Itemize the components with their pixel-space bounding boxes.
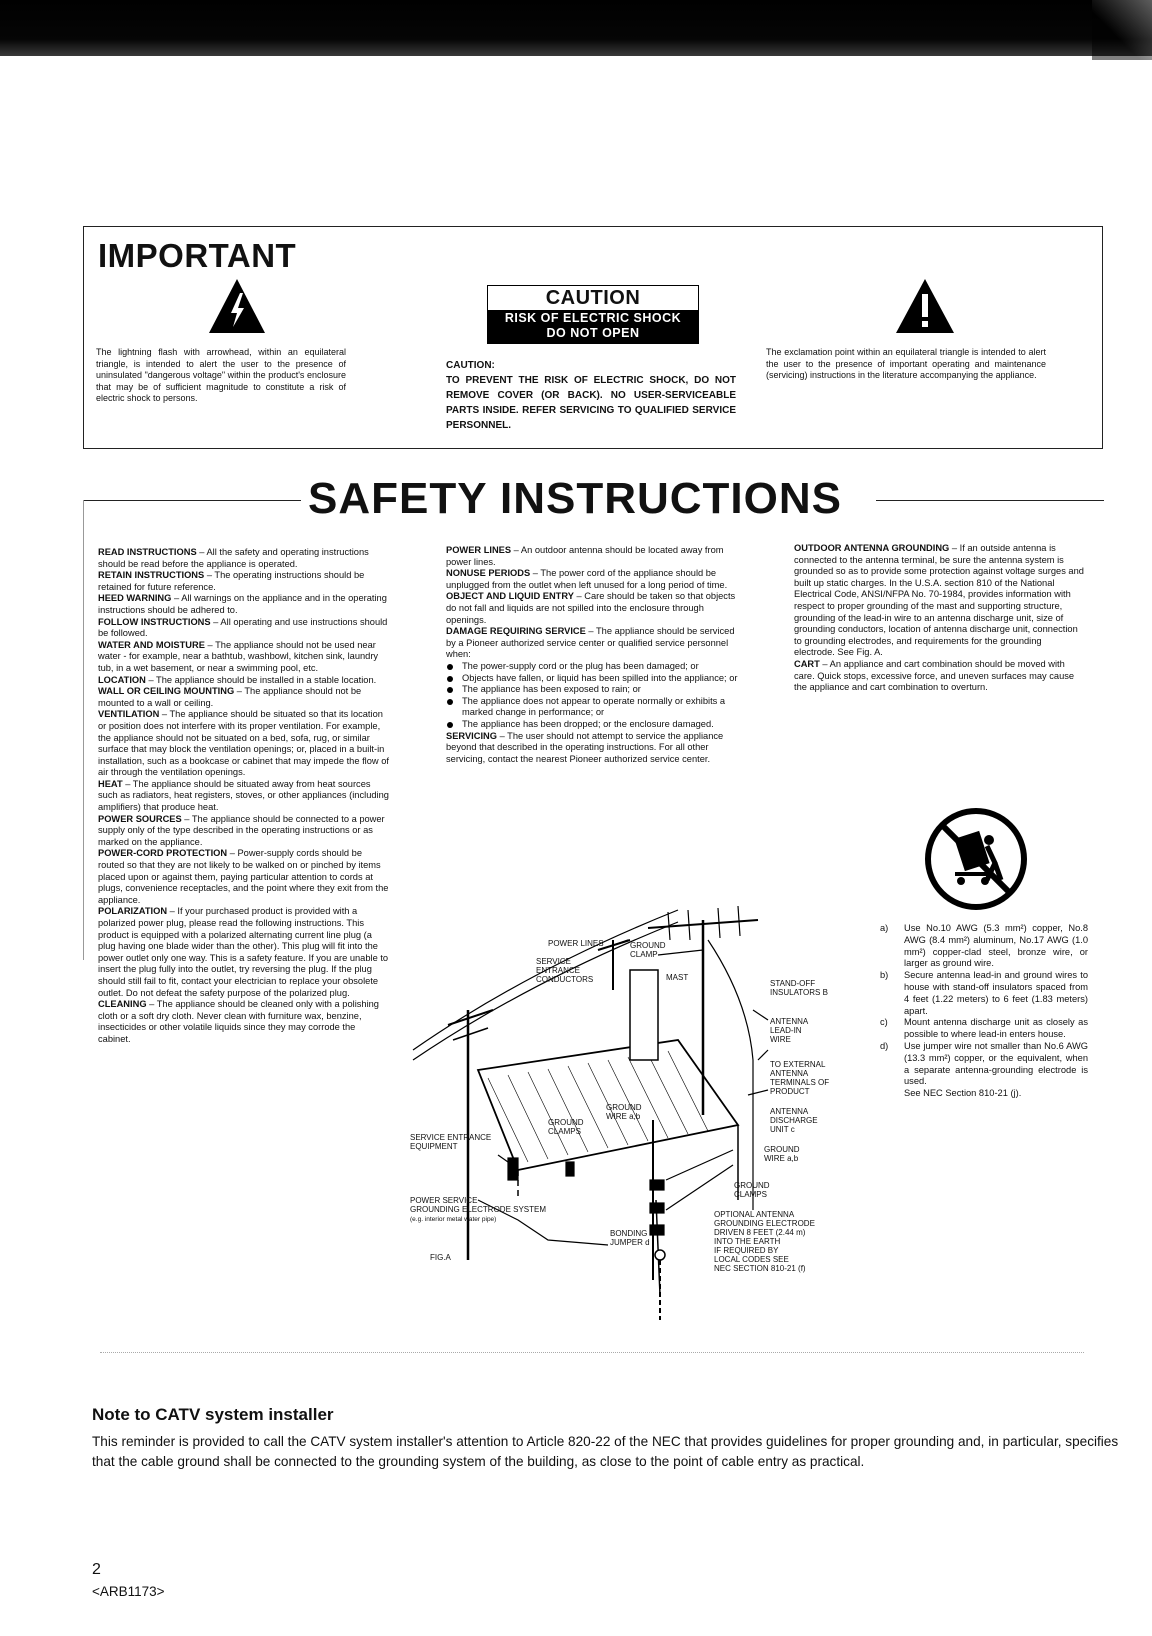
entry-heading: FOLLOW INSTRUCTIONS — [98, 616, 211, 627]
note-label: b) — [880, 970, 889, 981]
label-optional-electrode-3: DRIVEN 8 FEET (2.44 m) — [714, 1228, 806, 1237]
important-heading: IMPORTANT — [98, 237, 297, 274]
safety-column-2 — [446, 545, 738, 765]
note-label: a) — [880, 923, 889, 933]
entry-body: The appliance should not be used near water - for example, near a bathtub, washbowl, kitchen sink, laundry tub, in a wet basement, or near a swimming pool, etc. — [98, 639, 379, 673]
caution-sublabel-line1: RISK OF ELECTRIC SHOCK — [504, 311, 682, 325]
entry-body: The appliance should be installed in a stable location. — [156, 674, 377, 685]
figure-label: FIG.A — [430, 1253, 451, 1262]
entry-body: Power-supply cords should be routed so that they are not likely to be walked on or pinched by items placed upon or against them, paying particular attention to cords at plugs, convenience receptacles, and the point where they exit from the appliance. — [98, 848, 389, 905]
safety-entry: WALL OR CEILING MOUNTING – The appliance should not be mounted to a wall or ceiling. — [98, 686, 362, 708]
damage-conditions-list — [446, 661, 738, 731]
entry-body: The appliance should be situated so that its location or position does not interfere with its proper ventilation. For example, the appliance should not be situated on a bed, sofa, rug, or similar surface that may block the ventilation openings; or, placed in a built-in installation, such as a bookcase or cabinet that may impede the flow of air through the ventilation openings. — [98, 709, 389, 778]
entry-heading: READ INSTRUCTIONS — [98, 547, 197, 557]
safety-entry: POWER-CORD PROTECTION – Power-supply cords should be routed so that they are not likely to be walked on or pinched by items placed upon or against them, paying particular attention to cords at plugs, convenience receptacles, and the point where they exit from the appliance. — [98, 848, 389, 905]
label-leadin: ANTENNA — [770, 1017, 809, 1026]
frame-left-rule — [83, 500, 84, 960]
label-leadin-2: LEAD-IN — [770, 1026, 802, 1035]
entry-body: Care should be taken so that objects do not fall and liquids are not spilled into the enclosure through openings. — [446, 591, 736, 625]
label-ground-clamps-lower-2: CLAMPS — [734, 1190, 767, 1199]
page-number: 2 — [92, 1561, 101, 1578]
note-text: Secure antenna lead-in and ground wires to house with stand-off insulators spaced from 4 feet (1.22 meters) to 6 feet (1.83 meters) apart. — [904, 970, 1088, 1016]
entry-heading: CLEANING — [98, 999, 147, 1010]
label-optional-electrode: OPTIONAL ANTENNA — [714, 1210, 795, 1219]
safety-entry: READ INSTRUCTIONS – All the safety and operating instructions should be read before the appliance is operated. — [98, 547, 369, 569]
scan-top-edge — [0, 0, 1152, 56]
label-leadin-3: WIRE — [770, 1035, 791, 1044]
label-power-service-2: GROUNDING ELECTRODE SYSTEM — [410, 1205, 547, 1214]
label-bonding-jumper-2: JUMPER d — [610, 1238, 650, 1247]
entry-body: The appliance should be situated away from heat sources such as radiators, heat registers, stoves, or other appliances (including amplifiers) that produce heat. — [98, 778, 389, 813]
safety-entry: FOLLOW INSTRUCTIONS – All operating and use instructions should be followed. — [98, 616, 388, 639]
catv-note-text: This reminder is provided to call the CATV system installer's attention to Article 820-22 of the NEC that provides guidelines for proper grounding and, in particular, specifies that the cable ground shall be connected to the grounding system of the building, as close to the point of cable entry as practical. — [92, 1434, 1119, 1469]
caution-text: TO PREVENT THE RISK OF ELECTRIC SHOCK, DO NOT REMOVE COVER (OR BACK). NO USER-SERVICEABLE PARTS INSIDE. REFER SERVICING TO QUALIFIED SERVICE PERSONNEL. — [446, 375, 736, 431]
entry-heading: HEAT — [98, 778, 123, 789]
note-item — [880, 923, 1088, 970]
entry-body: The power cord of the appliance should be unplugged from the outlet when left unused for a long period of time. — [446, 568, 728, 590]
entry-heading: POWER-CORD PROTECTION — [98, 848, 228, 859]
label-external: TO EXTERNAL — [770, 1060, 826, 1069]
entry-heading: OBJECT AND LIQUID ENTRY — [446, 591, 574, 602]
lightning-warning-icon — [207, 277, 267, 335]
safety-column-1 — [98, 547, 390, 1046]
label-external-3: TERMINALS OF — [770, 1078, 830, 1087]
safety-entry: HEAT – The appliance should be situated away from heat sources such as radiators, heat registers, stoves, or other appliances (including amplifiers) that produce heat. — [98, 778, 389, 813]
label-ground-clamps-lower: GROUND — [734, 1181, 770, 1190]
safety-entry: HEED WARNING – All warnings on the appliance and in the operating instructions should be adhered to. — [98, 593, 387, 615]
entry-body: If your purchased product is provided with a polarized power plug, please read the following instructions. This product is equipped with a polarized alternating current line plug (a plug having one blade wider than the other). This plug will fit into the power outlet only one way. This is a safety feature. If you are unable to insert the plug fully into the outlet, try reversing the plug. If the plug should still fail to fit, contact your electrician to replace your obsolete outlet. Do not defeat the safety purpose of the polarized plug. — [98, 906, 389, 998]
label-service: SERVICE — [536, 957, 571, 966]
entry-body: All operating and use instructions should be followed. — [98, 616, 388, 639]
label-ground-clamps: GROUND — [548, 1118, 584, 1127]
safety-entry: OBJECT AND LIQUID ENTRY – Care should be taken so that objects do not fall and liquids are not spilled into the enclosure through openings. — [446, 591, 736, 625]
antenna-grounding-diagram — [408, 900, 868, 1330]
list-item: The appliance has been dropped; or the enclosure damaged. — [446, 719, 738, 731]
grounding-notes — [880, 923, 1088, 1100]
label-ground-wire: GROUND — [606, 1103, 642, 1112]
label-discharge-2: DISCHARGE — [770, 1116, 818, 1125]
safety-entry: RETAIN INSTRUCTIONS – The operating instructions should be retained for future reference. — [98, 570, 365, 592]
label-service-entrance-equipment: SERVICE ENTRANCE — [410, 1133, 492, 1142]
entry-body: All warnings on the appliance and in the operating instructions should be adhered to. — [98, 593, 387, 615]
entry-heading: OUTDOOR ANTENNA GROUNDING — [794, 543, 950, 553]
label-optional-electrode-4: INTO THE EARTH — [714, 1237, 781, 1246]
entry-heading: CART — [794, 658, 820, 669]
entry-body: An outdoor antenna should be located away from power lines. — [446, 545, 724, 567]
caution-sublabel-line2: DO NOT OPEN — [546, 326, 640, 340]
entry-body: An appliance and cart combination should be moved with care. Quick stops, excessive force, and uneven surfaces may cause the appliance and cart combination to overturn. — [794, 658, 1075, 693]
note-item — [880, 1017, 1088, 1041]
label-optional-electrode-7: NEC SECTION 810-21 (f) — [714, 1264, 806, 1273]
note-text: See NEC Section 810-21 (j). — [904, 1088, 1022, 1099]
entry-heading: NONUSE PERIODS — [446, 568, 531, 579]
note-text: Mount antenna discharge unit as closely as possible to where lead-in enters house. — [904, 1017, 1088, 1040]
label-external-4: PRODUCT — [770, 1087, 810, 1096]
caution-sublabel — [488, 310, 698, 343]
label-power-lines: POWER LINES — [548, 939, 604, 948]
label-power-service-3: (e.g. interior metal water pipe) — [410, 1216, 497, 1223]
safety-entry: CART – An appliance and cart combination should be moved with care. Quick stops, excessive force, and uneven surfaces may cause the appliance and cart combination to overturn. — [794, 658, 1075, 693]
entry-heading: VENTILATION — [98, 709, 160, 720]
label-discharge-3: UNIT c — [770, 1125, 795, 1134]
entry-heading: POWER LINES — [446, 545, 512, 555]
safety-instructions-title: SAFETY INSTRUCTIONS — [308, 474, 843, 523]
note-text: Use No.10 AWG (5.3 mm²) copper, No.8 AWG (8.4 mm²) aluminum, No.17 AWG (1.0 mm²) copper-clad steel, bronze wire, or larger as ground wire. — [904, 923, 1088, 969]
entry-body: The appliance should be connected to a power supply only of the type described in the operating instructions or as marked on the appliance. — [98, 813, 385, 847]
heading-rule-left — [83, 500, 301, 501]
exclamation-description: The exclamation point within an equilateral triangle is intended to alert the user to the presence of important operating and maintenance (servicing) instructions in the literature accompanying the appliance. — [766, 347, 1046, 380]
safety-entry: SERVICING – The user should not attempt to service the appliance beyond that described in the operating instructions. For all other servicing, contact the nearest Pioneer authorized service center. — [446, 730, 724, 764]
label-service-entrance-equipment-2: EQUIPMENT — [410, 1142, 458, 1151]
entry-body: The operating instructions should be retained for future reference. — [98, 570, 365, 592]
label-optional-electrode-5: IF REQUIRED BY — [714, 1246, 779, 1255]
note-item — [880, 1088, 1088, 1100]
label-ground-clamp-2: CLAMP — [630, 950, 658, 959]
label-ground-clamps-2: CLAMPS — [548, 1127, 581, 1136]
entry-body: The appliance should not be mounted to a wall or ceiling. — [98, 686, 362, 708]
important-box — [83, 226, 1103, 449]
entry-body: All the safety and operating instructions should be read before the appliance is operated. — [98, 547, 369, 569]
label-discharge: ANTENNA — [770, 1107, 809, 1116]
entry-heading: LOCATION — [98, 674, 146, 685]
entry-body: The appliance should be cleaned only with a polishing cloth or a soft dry cloth. Never clean with furniture wax, benzine, insecticides or other volatile liquids since they may corrode the cabinet. — [98, 999, 379, 1044]
note-label: d) — [880, 1040, 889, 1051]
note-item — [880, 1041, 1088, 1088]
entry-body: The appliance should be serviced by a Pioneer authorized service center or qualified service personnel when: — [446, 626, 735, 660]
list-item: The appliance has been exposed to rain; or — [446, 684, 738, 696]
document-code: <ARB1173> — [92, 1584, 165, 1599]
label-standoff-2: INSULATORS B — [770, 988, 828, 997]
entry-body: If an outside antenna is connected to the antenna terminal, be sure the antenna system is grounded so as to provide some protection against voltage surges and built up static charges. In the U.S.A. section 810 of the National Electrical Code, ANSI/NFPA No. 70-1984, provides information with respect to proper grounding of the mast and supporting structure, grounding of the lead-in wire to an antenna discharge unit, size of grounding conductors, location of antenna discharge unit, connection to grounding electrodes, and requirements for the grounding electrode. See Fig. A. — [794, 543, 1084, 658]
safety-entry: OUTDOOR ANTENNA GROUNDING – If an outside antenna is connected to the antenna terminal, be sure the antenna system is grounded so as to provide some protection against voltage surges and built up static charges. In the U.S.A. section 810 of the National Electrical Code, ANSI/NFPA No. 70-1984, provides information with respect to proper grounding of the mast and supporting structure, grounding of the lead-in wire to an antenna discharge unit, size of grounding conductors, location of antenna discharge unit, connection to grounding electrodes, and requirements for the grounding electrode. See Fig. A. — [794, 543, 1084, 658]
label-optional-electrode-6: LOCAL CODES SEE — [714, 1255, 789, 1264]
safety-entry: POWER LINES – An outdoor antenna should be located away from power lines. — [446, 545, 724, 567]
entry-heading: POWER SOURCES — [98, 813, 182, 824]
safety-entry: VENTILATION – The appliance should be situated so that its location or position does not interfere with its proper ventilation. For example, the appliance should not be situated on a bed, sofa, rug, or similar surface that may block the ventilation openings; or, placed in a built-in installation, such as a bookcase or cabinet that may impede the flow of air through the ventilation openings. — [98, 709, 389, 778]
label-ground-wire-2: WIRE a,b — [606, 1112, 641, 1121]
caution-label: CAUTION — [545, 287, 641, 309]
label-service-2: ENTRANCE — [536, 966, 581, 975]
label-bonding-jumper: BONDING — [610, 1229, 648, 1238]
entry-heading: RETAIN INSTRUCTIONS — [98, 570, 205, 581]
list-item: The power-supply cord or the plug has been damaged; or — [446, 661, 738, 673]
cart-tipover-warning-icon — [925, 808, 1027, 910]
label-service-3: CONDUCTORS — [536, 975, 594, 984]
label-power-service: POWER SERVICE — [410, 1196, 478, 1205]
section-divider — [100, 1352, 1084, 1353]
caution-label-box — [487, 285, 699, 344]
safety-entry: NONUSE PERIODS – The power cord of the appliance should be unplugged from the outlet when left unused for a long period of time. — [446, 568, 728, 590]
label-optional-electrode-2: GROUNDING ELECTRODE — [714, 1219, 815, 1228]
safety-entry: POWER SOURCES – The appliance should be connected to a power supply only of the type described in the operating instructions or as marked on the appliance. — [98, 813, 385, 847]
entry-heading: HEED WARNING — [98, 593, 172, 604]
entry-heading: POLARIZATION — [98, 906, 168, 917]
entry-heading: WATER AND MOISTURE — [98, 639, 205, 650]
safety-entry: LOCATION – The appliance should be installed in a stable location. — [98, 674, 377, 685]
safety-entry: CLEANING – The appliance should be cleaned only with a polishing cloth or a soft dry cloth. Never clean with furniture wax, benzine, insecticides or other volatile liquids since they may corrode the cabinet. — [98, 999, 379, 1044]
label-external-2: ANTENNA — [770, 1069, 809, 1078]
catv-note-heading: Note to CATV system installer — [92, 1405, 334, 1424]
heading-rule-right — [876, 500, 1104, 501]
list-item: Objects have fallen, or liquid has been spilled into the appliance; or — [446, 673, 738, 685]
label-ground-wire-lower: GROUND — [764, 1145, 800, 1154]
label-mast: MAST — [666, 973, 689, 982]
exclamation-warning-icon — [894, 277, 956, 335]
list-item: The appliance does not appear to operate normally or exhibits a marked change in performance; or — [446, 696, 738, 719]
safety-entry: POLARIZATION – If your purchased product is provided with a polarized power plug, please read the following instructions. This product is equipped with a polarized alternating current line plug (a plug having one blade wider than the other). This plug will fit into the power outlet only one way. This is a safety feature. If you are unable to insert the plug fully into the outlet, try reversing the plug. If the plug should still fail to fit, contact your electrician to replace your obsolete outlet. Do not defeat the safety purpose of the polarized plug. — [98, 906, 389, 998]
note-text: Use jumper wire not smaller than No.6 AWG (13.3 mm²) copper, or the equivalent, when a separate antenna-grounding electrode is used. — [904, 1040, 1088, 1087]
entry-heading: WALL OR CEILING MOUNTING — [98, 686, 235, 697]
entry-heading: SERVICING — [446, 730, 497, 741]
label-ground-wire-lower-2: WIRE a,b — [764, 1154, 799, 1163]
label-standoff: STAND-OFF — [770, 979, 816, 988]
lightning-description: The lightning flash with arrowhead, within an equilateral triangle, is intended to alert the user to the presence of uninsulated "dangerous voltage" within the product's enclosure that may be of sufficient magnitude to constitute a risk of electric shock to persons. — [96, 347, 346, 403]
note-label: c) — [880, 1017, 888, 1028]
entry-heading: DAMAGE REQUIRING SERVICE — [446, 626, 586, 637]
label-ground-clamp: GROUND — [630, 941, 666, 950]
safety-entry: DAMAGE REQUIRING SERVICE – The appliance should be serviced by a Pioneer authorized service center or qualified service personnel when: — [446, 626, 735, 660]
caution-title: CAUTION: — [446, 360, 495, 371]
safety-column-3 — [794, 543, 1084, 694]
note-item — [880, 970, 1088, 1017]
safety-entry: WATER AND MOISTURE – The appliance should not be used near water - for example, near a bathtub, washbowl, kitchen sink, laundry tub, in a wet basement, or near a swimming pool, etc. — [98, 639, 379, 673]
entry-body: The user should not attempt to service the appliance beyond that described in the operating instructions. For all other servicing, contact the nearest Pioneer authorized service center. — [446, 730, 724, 764]
